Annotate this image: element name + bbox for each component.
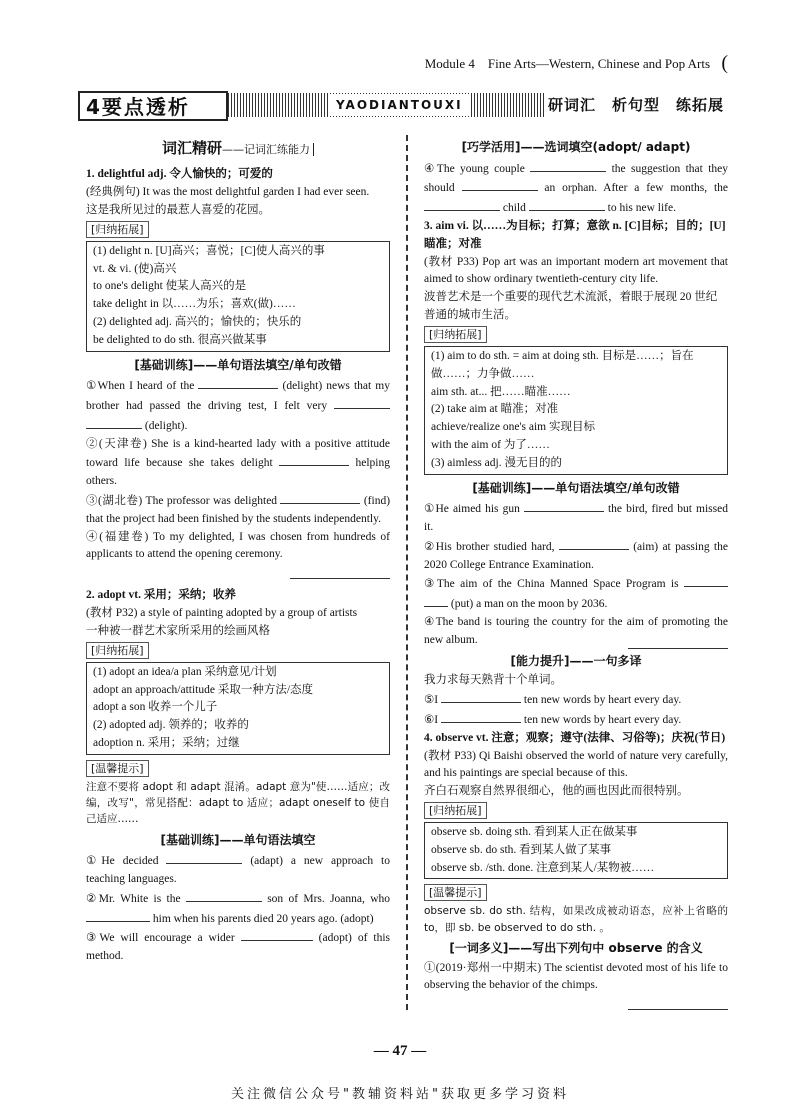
drill-question xyxy=(424,574,728,614)
vocab-title-text: 词汇精研 xyxy=(161,139,222,157)
box-line: (2) adopted adj. 领养的；收养的 xyxy=(93,719,249,732)
observe-tip: observe sb. do sth. 结构，如果改成被动语态，应补上省略的 to，即 sb. be observed to do sth. 。 xyxy=(424,905,728,934)
drill-question: ④(福建卷) To my delighted, I was chosen from hundreds of applicants to attend the opening ceremony. xyxy=(86,530,390,561)
entry-aim-head: 3. aim vi. 以……为目标；打算；意欲 n. [C]目标；目的；[U]瞄准；对准 xyxy=(424,220,726,250)
delight-expansion-box xyxy=(86,241,390,352)
observe-expansion-box xyxy=(424,822,728,879)
answer-blank[interactable] xyxy=(241,928,313,941)
box-line: adopt an approach/attitude 采取一种方法/态度 xyxy=(93,683,314,696)
q-text: son of Mrs. Joanna, who xyxy=(267,892,391,905)
banner-pinyin: YAODIANTOUXI xyxy=(328,94,471,116)
drill-title: [基础训练]——单句语法填空 xyxy=(160,832,316,847)
adopt-expansion-box xyxy=(86,662,390,755)
answer-blank[interactable] xyxy=(86,416,142,429)
q-text: ⑥I xyxy=(424,713,439,726)
module-title: Module 4 Fine Arts—Western, Chinese and Pop Arts xyxy=(424,56,710,71)
q-text: (find) that the project had been finished by the students independently. xyxy=(86,495,391,525)
q-text: ①When I heard of the xyxy=(86,380,195,393)
answer-blank[interactable] xyxy=(86,909,150,922)
box-line: (2) take aim at 瞄准；对准 xyxy=(431,403,559,416)
entry-observe-head: 4. observe vt. 注意；观察；遵守(法律、习俗等)；庆祝(节日) xyxy=(424,731,726,744)
box-line: (1) delight n. [U]高兴；喜悦；[C]使人高兴的事 xyxy=(93,244,325,257)
box-line: adopt a son 收养一个儿子 xyxy=(93,701,218,714)
tag-summary: [归纳拓展] xyxy=(86,642,149,659)
entry-adopt-example: (教材 P32) a style of painting adopted by a group of artists xyxy=(86,607,358,620)
q-text: (delight) news that my brother had passed the driving test, I felt very xyxy=(86,380,390,412)
right-column xyxy=(424,135,728,1010)
tag-summary: [归纳拓展] xyxy=(86,221,149,238)
drill-question xyxy=(424,499,728,537)
answer-blank[interactable] xyxy=(441,690,521,703)
drill-question xyxy=(86,851,390,889)
q-text: the bird, fired but missed it. xyxy=(424,503,728,533)
q-text: ③We will encourage a wider xyxy=(86,932,235,945)
box-line: take delight in 以……为乐；喜欢(做)…… xyxy=(93,298,296,311)
q-text: ②Mr. White is the xyxy=(86,892,181,905)
entry-delightful-head: 1. delightful adj. 令人愉快的；可爱的 xyxy=(86,168,273,181)
box-line: with the aim of 为了…… xyxy=(431,438,550,451)
drill-question xyxy=(86,928,390,966)
ability-chinese: 我力求每天熟背十个单词。 xyxy=(424,674,562,687)
box-line: (1) aim to do sth. = aim at doing sth. 目标是……；旨在做……；力争做…… xyxy=(431,349,694,380)
multi-meaning-title: [一词多义]——写出下列句中 observe 的含义 xyxy=(449,940,703,955)
tag-tip: [温馨提示] xyxy=(424,884,487,901)
q-text: ten new words by heart every day. xyxy=(523,694,682,707)
q-text: him when his parents died 20 years ago. (adopt) xyxy=(152,912,374,925)
q-text: (aim) at passing the 2020 College Entrance Examination. xyxy=(424,540,728,571)
box-line: adoption n. 采用；采纳；过继 xyxy=(93,736,240,749)
answer-blank[interactable] xyxy=(530,159,606,172)
q-text: ①He aimed his gun xyxy=(424,503,520,516)
page-number: — 47 — xyxy=(373,1043,427,1059)
q-text: ten new words by heart every day. xyxy=(523,713,682,726)
entry-aim-example: (教材 P33) Pop art was an important modern art movement that aimed to show ordinary twentieth-century city life. xyxy=(424,255,728,286)
answer-blank[interactable] xyxy=(279,453,349,466)
box-line: (1) adopt an idea/a plan 采纳意见/计划 xyxy=(93,665,277,678)
q-text: (adopt) of this method. xyxy=(86,932,391,963)
q-text: to his new life. xyxy=(607,202,676,215)
answer-blank[interactable] xyxy=(441,710,521,723)
header-curl: ( xyxy=(721,52,728,74)
section-banner xyxy=(78,90,728,120)
vocab-title-sub: ——记词汇练能力 xyxy=(222,143,314,156)
box-line: to one's delight 使某人高兴的是 xyxy=(93,280,247,293)
q-text: (delight). xyxy=(144,419,188,432)
box-line: vt. & vi. (使)高兴 xyxy=(93,262,177,275)
q-text: ⑤I xyxy=(424,694,439,707)
answer-blank[interactable] xyxy=(684,574,728,587)
entry-adopt-head: 2. adopt vt. 采用；采纳；收养 xyxy=(86,589,236,602)
q-text: the suggestion that they should xyxy=(424,162,729,195)
q-text: an orphan. After a few months, the xyxy=(544,182,729,195)
answer-blank[interactable] xyxy=(424,198,500,211)
drill-question xyxy=(424,159,728,218)
drill-question xyxy=(86,376,390,435)
q-text: ①He decided xyxy=(86,855,159,868)
box-line: be delighted to do sth. 很高兴做某事 xyxy=(93,333,267,346)
q-text: ④The young couple xyxy=(424,162,525,175)
aim-expansion-box xyxy=(424,346,728,475)
answer-blank[interactable] xyxy=(424,594,448,607)
drill-question xyxy=(424,690,728,710)
answer-blank[interactable] xyxy=(529,198,605,211)
answer-blank[interactable] xyxy=(334,396,390,409)
box-line: observe sb. do sth. 看到某人做了某事 xyxy=(431,843,612,856)
q-text: ③The aim of the China Manned Space Program is xyxy=(424,578,679,591)
entry-delightful-translation: 这是我所见过的最惹人喜爱的花园。 xyxy=(86,203,270,216)
answer-blank[interactable] xyxy=(198,376,278,389)
answer-line[interactable] xyxy=(628,640,728,649)
drill-question: ④The band is touring the country for the aim of promoting the new album. xyxy=(424,616,728,646)
running-header xyxy=(60,48,740,78)
box-line: observe sb. /sth. done. 注意到某人/某物被…… xyxy=(431,861,655,874)
q-text: ②His brother studied hard, xyxy=(424,540,555,553)
drill-title: [巧学活用]——选词填空(adopt/ adapt) xyxy=(461,140,691,154)
answer-blank[interactable] xyxy=(462,178,538,191)
tag-summary: [归纳拓展] xyxy=(424,326,487,343)
entry-aim-translation: 波普艺术是一个重要的现代艺术流派，着眼于展现 20 世纪普通的城市生活。 xyxy=(424,291,718,322)
banner-subtitle: 研词汇 析句型 练拓展 xyxy=(544,92,728,118)
ability-title: [能力提升]——一句多译 xyxy=(510,653,642,668)
left-column xyxy=(86,135,390,966)
q-text: ③(湖北卷) The professor was delighted xyxy=(86,495,278,508)
banner-title: 4要点透析 xyxy=(78,91,228,121)
answer-blank[interactable] xyxy=(166,851,242,864)
box-line: aim sth. at... 把……瞄准…… xyxy=(431,385,571,398)
footer-note: 关注微信公众号"教辅资料站"获取更多学习资料 xyxy=(231,1087,569,1102)
entry-delightful-example: (经典例句) It was the most delightful garden I had ever seen. xyxy=(86,186,370,199)
q-text: (adapt) a new approach to teaching languages. xyxy=(86,855,390,885)
column-divider xyxy=(406,135,408,1010)
answer-blank[interactable] xyxy=(524,499,604,512)
q-text: child xyxy=(502,202,526,215)
entry-observe-translation: 齐白石观察自然界很细心，他的画也因此而很特别。 xyxy=(424,785,689,798)
adopt-tip: 注意不要将 adopt 和 adapt 混淆。adapt 意为"使……适应；改编，改写"，常见搭配：adapt to 适应；adapt oneself to 使自己适应…… xyxy=(86,780,390,826)
tag-tip: [温馨提示] xyxy=(86,760,149,777)
answer-blank[interactable] xyxy=(186,889,262,902)
drill-question: ①(2019·郑州一中期末) The scientist devoted most of his life to observing the behavior of the chimps. xyxy=(424,961,728,992)
drill-title: [基础训练]——单句语法填空/单句改错 xyxy=(134,357,342,372)
entry-observe-example: (教材 P33) Qi Baishi observed the world of nature very carefully, and his paintings are special because of this. xyxy=(424,749,728,780)
box-line: (3) aimless adj. 漫无目的的 xyxy=(431,456,562,469)
drill-question xyxy=(86,491,390,529)
drill-question xyxy=(424,710,728,730)
answer-blank[interactable] xyxy=(280,491,360,504)
box-line: achieve/realize one's aim 实现目标 xyxy=(431,421,595,434)
answer-blank[interactable] xyxy=(559,537,629,550)
q-text: (put) a man on the moon by 2036. xyxy=(450,598,608,611)
q-text: helping others. xyxy=(86,457,390,488)
answer-line[interactable] xyxy=(290,570,390,579)
entry-adopt-translation: 一种被一群艺术家所采用的绘画风格 xyxy=(86,624,270,637)
drill-question xyxy=(86,889,390,929)
vocab-section-title xyxy=(86,137,390,160)
box-line: (2) delighted adj. 高兴的；愉快的；快乐的 xyxy=(93,315,302,328)
answer-line[interactable] xyxy=(628,1001,728,1010)
q-text: ②(天津卷) She is a kind-hearted lady with a positive attitude toward life because she takes delight xyxy=(86,437,390,470)
tag-summary: [归纳拓展] xyxy=(424,802,487,819)
drill-question xyxy=(86,436,390,491)
drill-title: [基础训练]——单句语法填空/单句改错 xyxy=(472,480,680,495)
box-line: observe sb. doing sth. 看到某人正在做某事 xyxy=(431,825,638,838)
drill-question xyxy=(424,537,728,575)
